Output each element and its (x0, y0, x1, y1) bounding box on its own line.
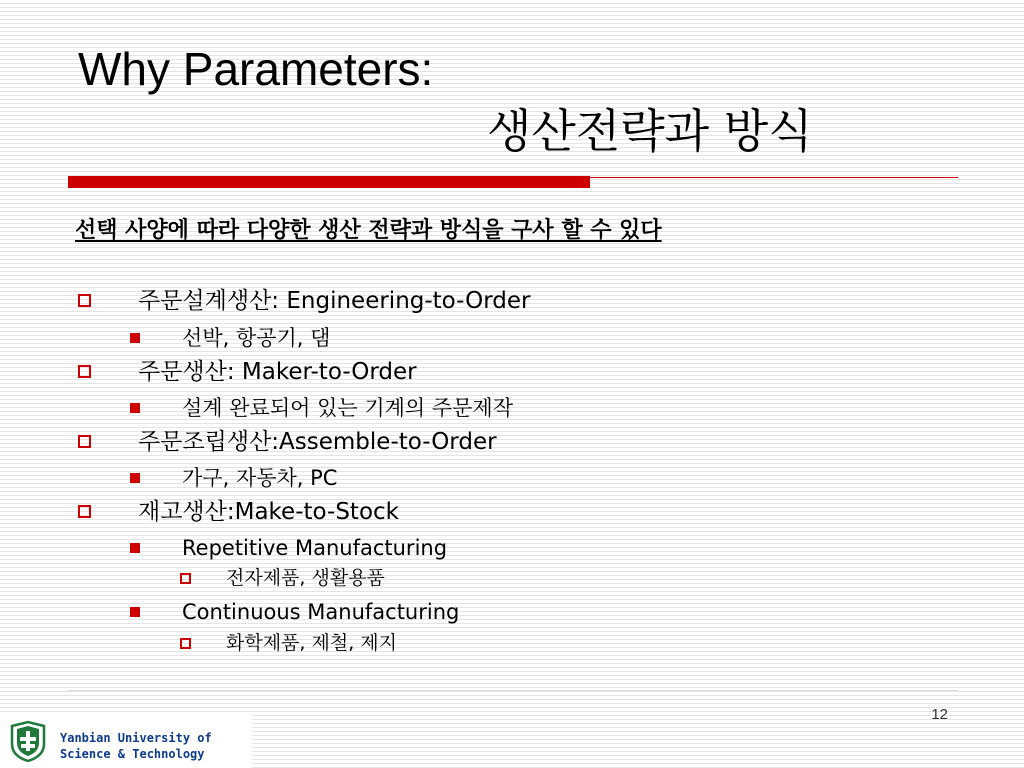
title-korean: 생산전략과 방식 (487, 104, 813, 158)
page-number: 12 (931, 706, 948, 723)
filled-square-bullet-icon (130, 543, 140, 553)
title-divider (590, 177, 958, 178)
filled-square-bullet-icon (130, 473, 140, 483)
title-english: Why Parameters: (78, 43, 434, 95)
hollow-square-bullet-icon (78, 294, 91, 307)
university-name-line1: Yanbian University of (60, 731, 212, 745)
title-accent-bar (68, 176, 590, 188)
filled-square-bullet-icon (130, 607, 140, 617)
filled-square-bullet-icon (130, 403, 140, 413)
hollow-square-bullet-icon (78, 365, 91, 378)
university-logo-icon (8, 720, 48, 762)
filled-square-bullet-icon (130, 333, 140, 343)
footer-divider (68, 690, 958, 691)
hollow-square-bullet-icon (78, 435, 91, 448)
hollow-square-bullet-icon (180, 573, 191, 584)
footer (0, 714, 252, 768)
hollow-square-bullet-icon (78, 505, 91, 518)
university-name-line2: Science & Technology (60, 747, 205, 761)
hollow-square-bullet-icon (180, 638, 191, 649)
slide-heading: 선택 사양에 따라 다양한 생산 전략과 방식을 구사 할 수 있다 (75, 218, 662, 243)
university-name (60, 730, 212, 762)
